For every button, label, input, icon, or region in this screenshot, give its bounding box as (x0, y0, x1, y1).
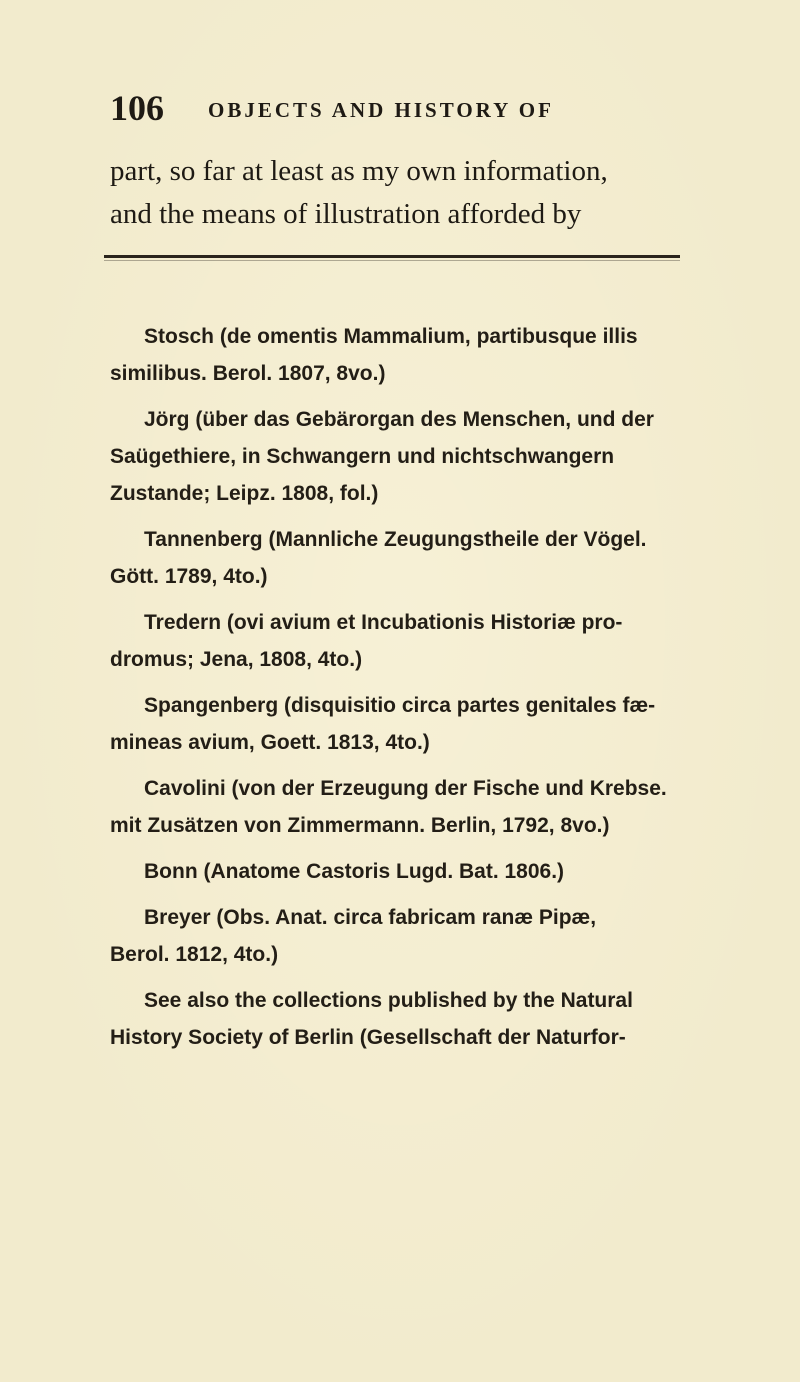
entry-line: similibus. Berol. 1807, 8vo.) (110, 362, 386, 385)
entry-line: Gött. 1789, 4to.) (110, 565, 268, 588)
main-text-line: part, so far at least as my own information, (110, 155, 608, 187)
bibliography-entry-tannenberg (110, 521, 720, 595)
entry-line: Breyer (Obs. Anat. circa fabricam ranæ Pipæ, (144, 906, 597, 929)
entry-line: Bonn (Anatome Castoris Lugd. Bat. 1806.) (144, 860, 565, 883)
entry-line: Saügethiere, in Schwangern und nichtschwangern (110, 445, 615, 468)
main-text (110, 150, 700, 236)
bibliography-entry-jorg (110, 401, 720, 512)
entry-line: mineas avium, Goett. 1813, 4to.) (110, 731, 430, 754)
bibliography-list (110, 318, 720, 1065)
page-header (110, 88, 670, 138)
running-head: OBJECTS AND HISTORY OF (208, 98, 554, 122)
entry-line: Jörg (über das Gebärorgan des Menschen, und der (144, 408, 654, 431)
entry-line: dromus; Jena, 1808, 4to.) (110, 648, 363, 671)
entry-line: History Society of Berlin (Gesellschaft der Naturfor- (110, 1026, 626, 1049)
bibliography-entry-breyer (110, 899, 720, 973)
entry-line: Stosch (de omentis Mammalium, partibusque illis (144, 325, 638, 348)
entry-line: Tredern (ovi avium et Incubationis Historiæ pro- (144, 611, 623, 634)
entry-line: Tannenberg (Mannliche Zeugungstheile der Vögel. (144, 528, 647, 551)
main-text-line: and the means of illustration afforded by (110, 198, 582, 230)
entry-line: Spangenberg (disquisitio circa partes genitales fæ- (144, 694, 656, 717)
entry-line: Zustande; Leipz. 1808, fol.) (110, 482, 379, 505)
bibliography-entry-spangenberg (110, 687, 720, 761)
bibliography-entry-stosch (110, 318, 720, 392)
page-number: 106 (110, 88, 164, 128)
entry-line: See also the collections published by the Natural (144, 989, 633, 1012)
bibliography-entry-bonn (110, 853, 720, 890)
entry-line: Berol. 1812, 4to.) (110, 943, 279, 966)
entry-line: Cavolini (von der Erzeugung der Fische und Krebse. (144, 777, 667, 800)
bibliography-entry-cavolini (110, 770, 720, 844)
entry-line: mit Zusätzen von Zimmermann. Berlin, 1792, 8vo.) (110, 814, 610, 837)
bibliography-entry-see-also (110, 982, 720, 1056)
bibliography-entry-tredern (110, 604, 720, 678)
section-divider (104, 255, 680, 258)
section-divider-shadow (104, 260, 680, 261)
